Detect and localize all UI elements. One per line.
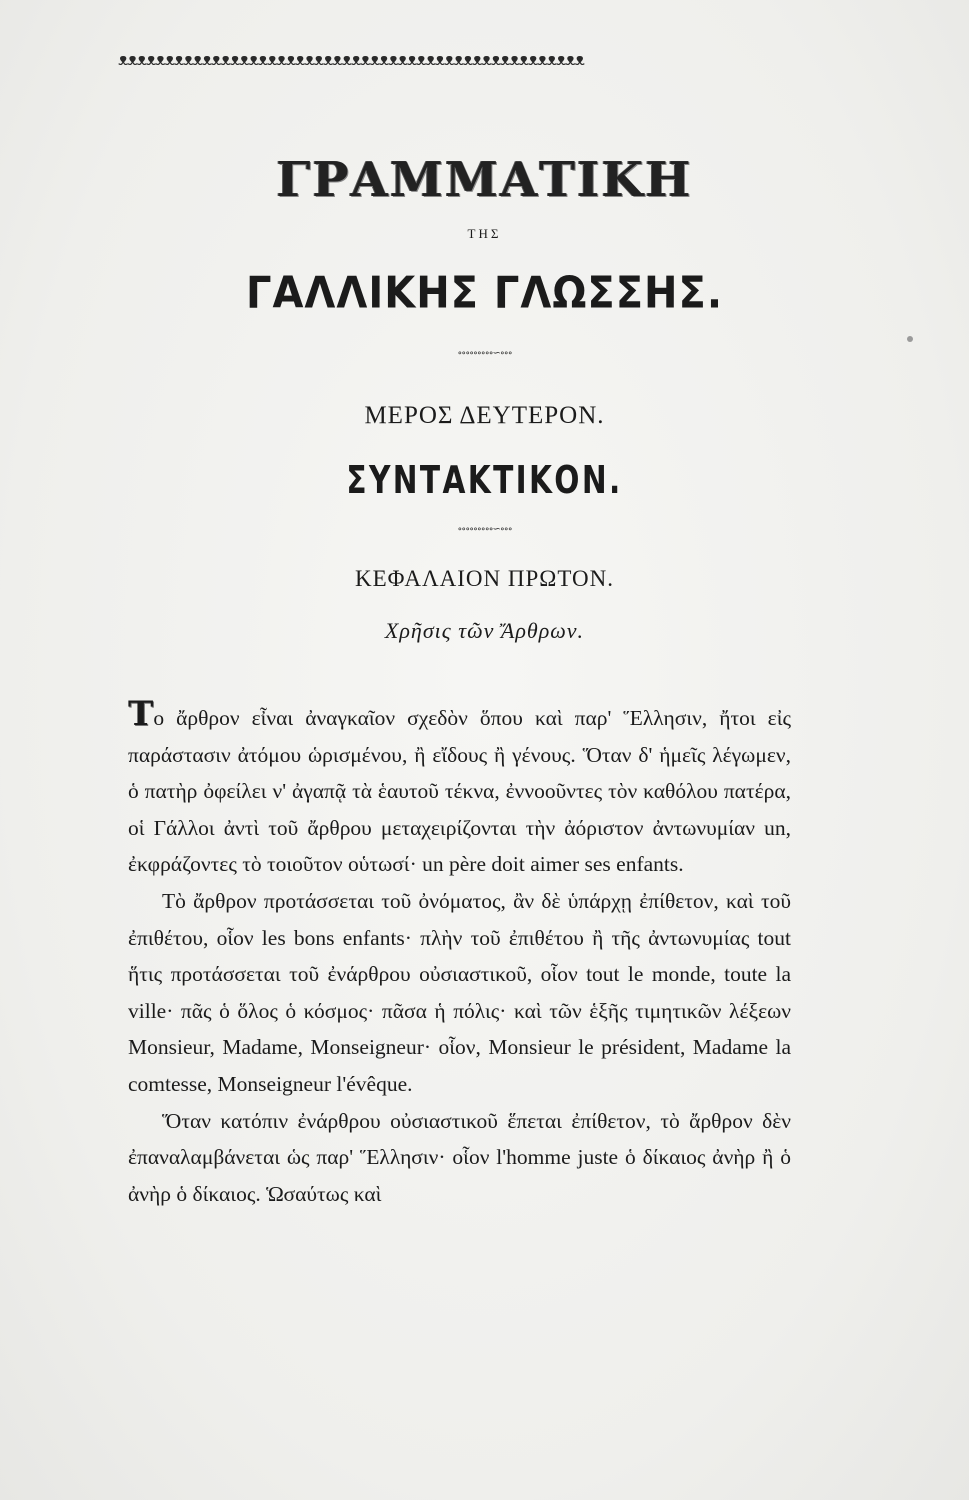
section-title: ΣΥΝΤΑΚΤΙΚΟΝ.: [346, 458, 623, 502]
title-connector: ΤΗΣ: [467, 226, 502, 241]
body-text: [128, 694, 791, 1212]
language-title: ΓΑΛΛΙΚΗΣ ΓΛΩΣΣΗΣ.: [245, 267, 724, 319]
divider-ornament: ∘∘∘∘∘∘∘∘∘∽∘∘∘: [457, 524, 512, 535]
drop-cap: Τ: [128, 694, 154, 734]
paragraph: [128, 694, 791, 883]
paragraph-text: ο ἄρθρον εἶναι ἀναγκαῖον σχεδὸν ὅπου καὶ παρ' Ἕλλησιν, ἤτοι εἰς παράστασιν ἀτόμου ὡρισμένου, ἢ εἴδους ἢ γένους. Ὅταν δ' ἡμεῖς λέγωμεν, ὁ πατὴρ ὀφείλει ν' ἀγαπᾷ τὰ ἑαυτοῦ τέκνα, ἐννοοῦντες τὸν καθόλου πατέρα, οἱ Γάλλοι ἀντὶ τοῦ ἄρθρου μεταχειρίζονται τὴν ἀόριστον ἀντωνυμίαν un, ἐκφράζοντες τὸ τοιοῦτον οὑτωσί· un père doit aimer ses enfants.: [128, 706, 791, 877]
ornamental-rule: ᴥᴥᴥᴥᴥᴥᴥᴥᴥᴥᴥᴥᴥᴥᴥᴥᴥᴥᴥᴥᴥᴥᴥᴥᴥᴥᴥᴥᴥᴥᴥᴥᴥᴥᴥᴥᴥᴥᴥᴥᴥᴥᴥᴥᴥᴥᴥᴥᴥᴥ: [118, 50, 584, 70]
chapter-subtitle: Χρῆσις τῶν Ἄρθρων.: [384, 618, 585, 643]
paragraph: Ὅταν κατόπιν ἐνάρθρου οὐσιαστικοῦ ἕπεται ἐπίθετον, τὸ ἄρθρον δὲν ἐπαναλαμβάνεται ὡς παρ' Ἕλλησιν· οἷον l'homme juste ὁ δίκαιος ἀνὴρ ἢ ὁ ἀνὴρ ὁ δίκαιος. Ὡσαύτως καὶ: [128, 1108, 791, 1206]
book-title: ΓΡΑΜΜΑΤΙΚΗ: [276, 152, 693, 208]
ink-spot: [907, 336, 913, 342]
chapter-title: ΚΕΦΑΛΑΙΟΝ ΠΡΩΤΟΝ.: [355, 566, 614, 591]
part-title: ΜΕΡΟΣ ΔΕΥΤΕΡΟΝ.: [364, 402, 605, 429]
paragraph: Τὸ ἄρθρον προτάσσεται τοῦ ὀνόματος, ἂν δὲ ὑπάρχῃ ἐπίθετον, καὶ τοῦ ἐπιθέτου, οἷον les bons enfants· πλὴν τοῦ ἐπιθέτου ἢ τῆς ἀντωνυμίας tout ἥτις προτάσσεται τοῦ ἐνάρθρου οὐσιαστικοῦ, οἷον tout le monde, toute la ville· πᾶς ὁ ὅλος ὁ κόσμος· πᾶσα ἡ πόλις· καὶ τῶν ἑξῆς τιμητικῶν λέξεων Monsieur, Madame, Monseigneur· οἷον, Monsieur le président, Madame la comtesse, Monseigneur l'évêque.: [128, 888, 791, 1096]
divider-ornament: ∘∘∘∘∘∘∘∘∘∽∘∘∘: [457, 348, 512, 359]
